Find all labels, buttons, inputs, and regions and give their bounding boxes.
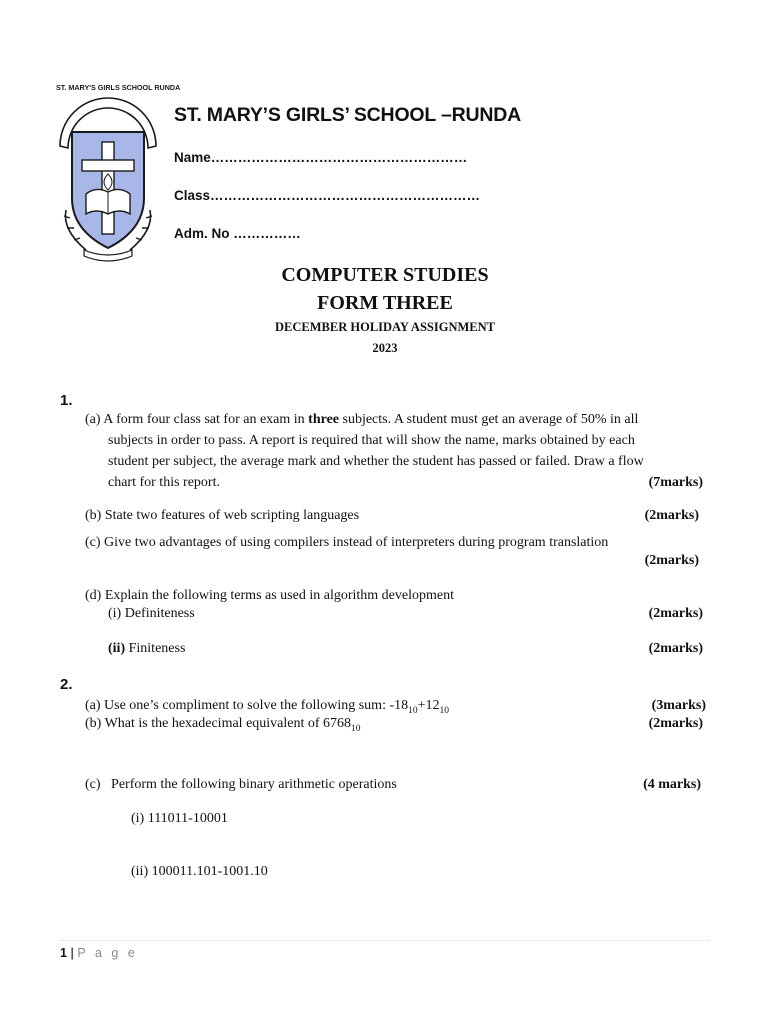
question-1c-marks: (2marks) <box>644 553 699 568</box>
admission-number-field: Adm. No …………… <box>174 226 301 241</box>
class-field: Class…………………………………………………… <box>174 188 481 203</box>
question-1d-i-text: (i) Definiteness <box>108 606 195 621</box>
assignment-year: 2023 <box>372 341 398 355</box>
question-1b-marks: (2marks) <box>644 508 699 523</box>
crest-text: ST. MARY'S GIRLS SCHOOL RUNDA <box>56 83 181 92</box>
question-2c-text: (c) Perform the following binary arithmetic operations <box>85 777 397 792</box>
question-2b-marks: (2marks) <box>648 716 703 731</box>
footer-divider <box>60 940 710 941</box>
question-1-number: 1. <box>60 392 73 409</box>
question-2b-text: (b) What is the hexadecimal equivalent of $6768_{10}$ <box>85 716 361 734</box>
question-2c-marks: (4 marks) <box>643 777 701 792</box>
page-footer <box>60 946 138 960</box>
footer-separator: | <box>70 946 74 960</box>
subject-title: COMPUTER STUDIES <box>281 264 489 286</box>
form-title: FORM THREE <box>317 292 453 314</box>
question-2-number: 2. <box>60 676 73 693</box>
question-1a-line-1: (a) A form four class sat for an exam in three subjects. A student must get an average of 50% in all <box>85 412 639 427</box>
question-2a-text: (a) Use one’s compliment to solve the following sum: $-18_{10}+12_{10}$ <box>85 698 450 716</box>
school-name: ST. MARY’S GIRLS’ SCHOOL –RUNDA <box>174 104 522 126</box>
name-field: Name………………………………………………… <box>174 150 468 165</box>
question-1a-line-4: chart for this report. <box>108 475 220 490</box>
question-1a-bold-word: three <box>308 412 339 427</box>
question-1d-ii-marks: (2marks) <box>648 641 703 656</box>
question-1d-ii-text: (ii) Finiteness <box>108 641 186 656</box>
assignment-title: DECEMBER HOLIDAY ASSIGNMENT <box>275 320 495 334</box>
school-crest-logo <box>56 83 181 262</box>
question-1c-text: (c) Give two advantages of using compilers instead of interpreters during program translation <box>85 535 609 550</box>
question-1d-i-marks: (2marks) <box>648 606 703 621</box>
question-2c-ii: (ii) 100011.101-1001.10 <box>131 864 268 879</box>
question-1d-text: (d) Explain the following terms as used in algorithm development <box>85 588 454 603</box>
question-2a-marks: (3marks) <box>651 698 706 713</box>
page-number: 1 <box>60 946 67 960</box>
question-1b-text: (b) State two features of web scripting languages <box>85 508 360 523</box>
question-1a-line-2: subjects in order to pass. A report is required that will show the name, marks obtained by each <box>108 433 635 448</box>
question-2c-i: (i) 111011-10001 <box>131 811 228 826</box>
question-1a-line-3: student per subject, the average mark and whether the student has passed or failed. Draw a flow <box>108 454 644 469</box>
page-label: P a g e <box>77 946 138 960</box>
question-1a-marks: (7marks) <box>648 475 703 490</box>
